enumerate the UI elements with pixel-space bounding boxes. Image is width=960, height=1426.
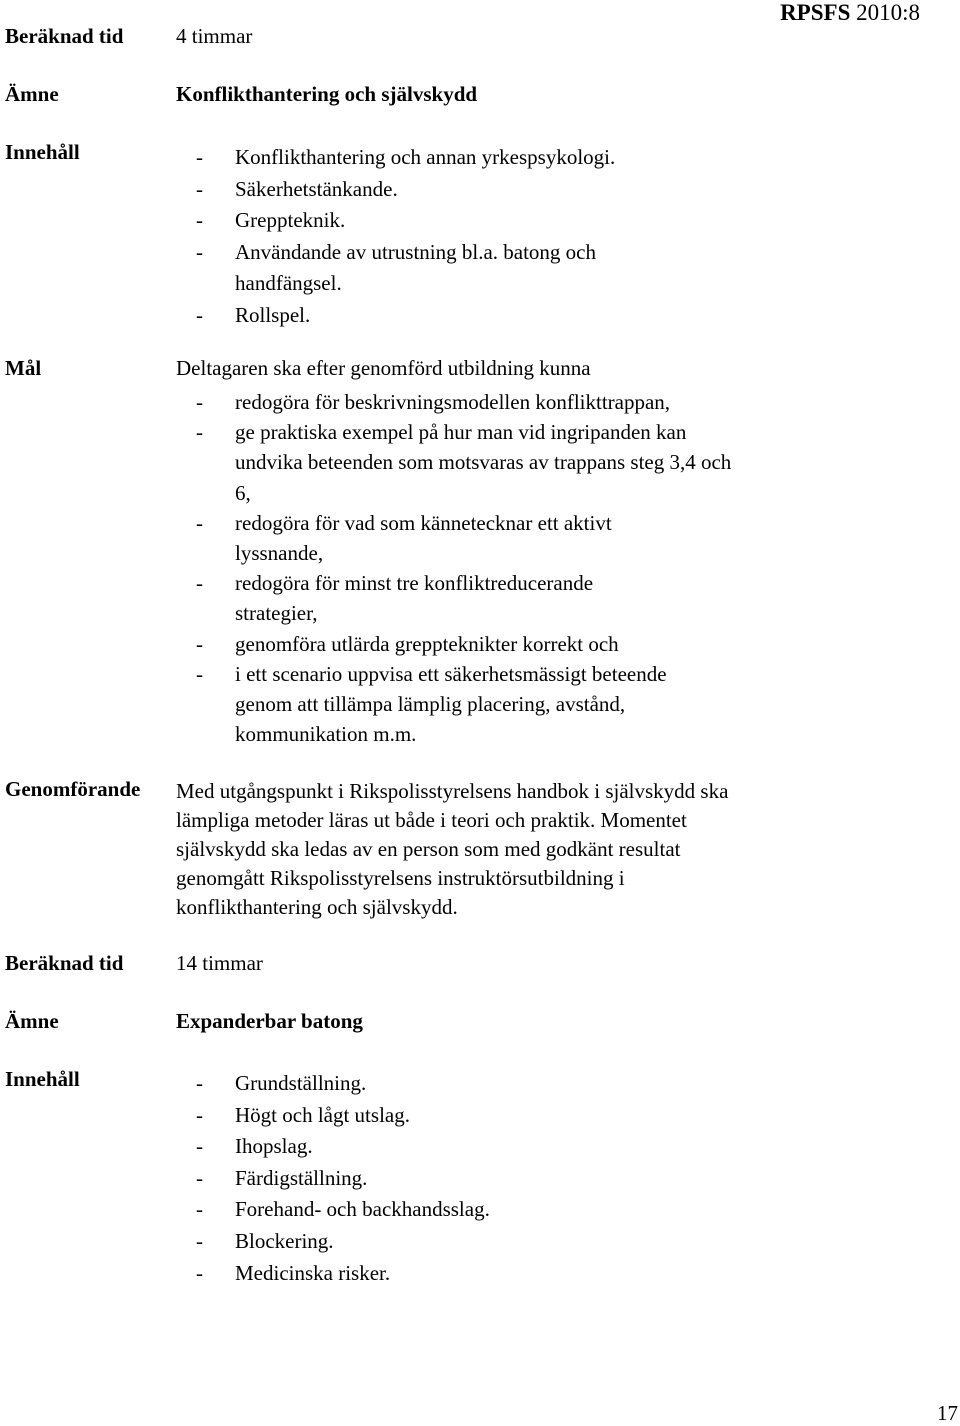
document-series: RPSFS bbox=[780, 0, 851, 25]
list-item: - Grundställning. bbox=[196, 1068, 676, 1100]
label-goal: Mål bbox=[5, 356, 42, 380]
list-item: - Användande av utrustning bl.a. batong och handfängsel. bbox=[196, 237, 640, 300]
list-item: - Medicinska risker. bbox=[196, 1258, 676, 1290]
list-item: - Färdigställning. bbox=[196, 1163, 676, 1195]
list-item: - Säkerhetstänkande. bbox=[196, 174, 676, 206]
subject-value: Konflikthantering och självskydd bbox=[176, 82, 478, 106]
list-item: - redogöra för beskrivningsmodellen konflikttrappan, bbox=[196, 387, 736, 417]
content-list bbox=[196, 142, 676, 331]
label-implementation: Genomförande bbox=[5, 777, 141, 801]
label-estimated-time-2: Beräknad tid bbox=[5, 951, 124, 975]
list-item: - i ett scenario uppvisa ett säkerhetsmässigt beteende genom att tillämpa lämplig placering, avstånd, kommunikation m.m. bbox=[196, 659, 715, 750]
list-item: - redogöra för vad som kännetecknar ett aktivt lyssnande, bbox=[196, 508, 655, 568]
label-estimated-time: Beräknad tid bbox=[5, 24, 124, 48]
list-item: - Ihopslag. bbox=[196, 1131, 676, 1163]
list-item: - Rollspel. bbox=[196, 300, 676, 332]
content-list-2 bbox=[196, 1068, 676, 1289]
implementation-text: Med utgångspunkt i Rikspolisstyrelsens handbok i självskydd ska lämpliga metoder läras ut både i teori och praktik. Momentet självskydd ska ledas av en person som med godkänt resultat genomgått Rikspolisstyrelsens instruktörsutbildning i konflikthantering och självskydd. bbox=[176, 779, 729, 919]
list-item: - redogöra för minst tre konfliktreducerande strategier, bbox=[196, 568, 655, 628]
goal-list bbox=[196, 387, 736, 749]
list-item: - genomföra utlärda greppteknikter korrekt och bbox=[196, 629, 736, 659]
label-content-2: Innehåll bbox=[5, 1067, 80, 1091]
goal-intro: Deltagaren ska efter genomförd utbildning kunna bbox=[176, 356, 591, 380]
estimated-time-value-2: 14 timmar bbox=[176, 951, 263, 975]
list-item: - Forehand- och backhandsslag. bbox=[196, 1194, 676, 1226]
list-item: - Blockering. bbox=[196, 1226, 676, 1258]
list-item: - Konflikthantering och annan yrkespsykologi. bbox=[196, 142, 676, 174]
document-number: 2010:8 bbox=[856, 0, 920, 25]
list-item: - Högt och lågt utslag. bbox=[196, 1100, 676, 1132]
label-content: Innehåll bbox=[5, 140, 80, 164]
label-subject: Ämne bbox=[5, 82, 59, 106]
estimated-time-value: 4 timmar bbox=[176, 24, 253, 48]
subject-value-2: Expanderbar batong bbox=[176, 1009, 363, 1033]
document-reference bbox=[780, 0, 920, 26]
label-subject-2: Ämne bbox=[5, 1009, 59, 1033]
list-item: - Greppteknik. bbox=[196, 205, 676, 237]
page-number: 17 bbox=[937, 1401, 958, 1425]
list-item: - ge praktiska exempel på hur man vid ingripanden kan undvika beteenden som motsvaras av trappans steg 3,4 och 6, bbox=[196, 417, 736, 508]
